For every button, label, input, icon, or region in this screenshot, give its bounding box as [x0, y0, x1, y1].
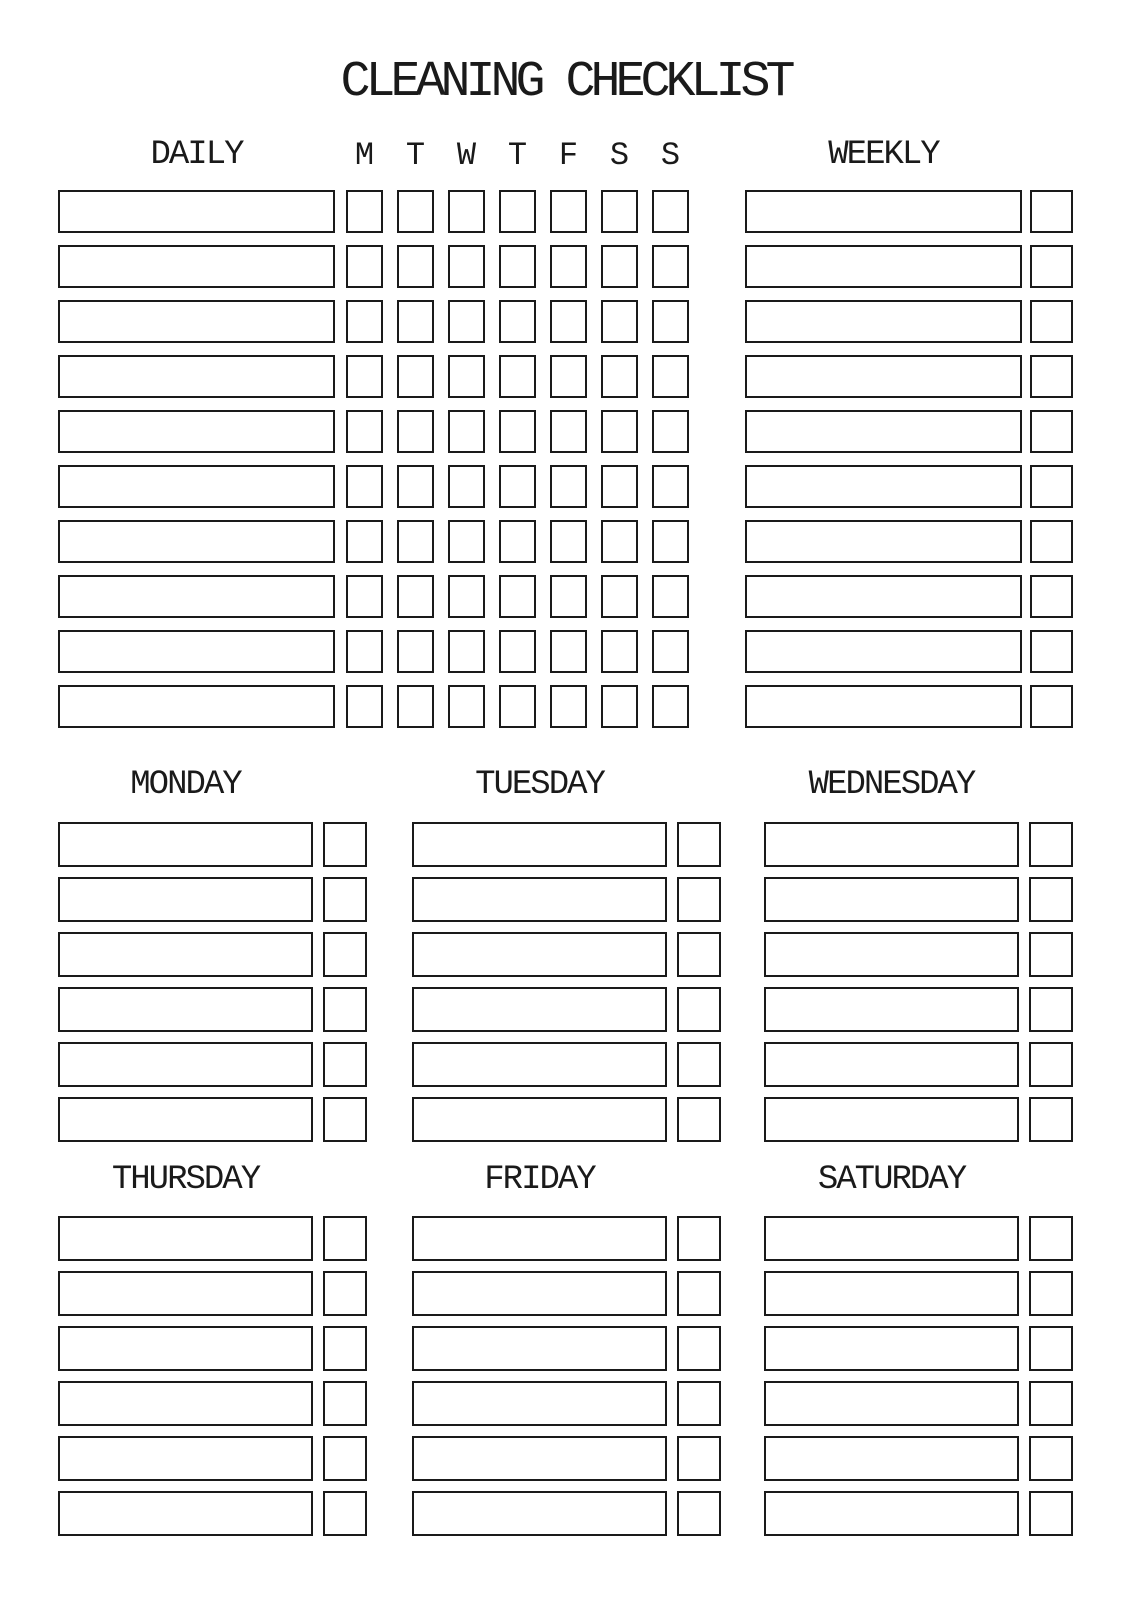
daily-checkbox-s7[interactable] [652, 245, 689, 288]
wednesday-row [764, 987, 1073, 1032]
saturday-checkbox[interactable] [1029, 1436, 1073, 1481]
thursday-checkbox[interactable] [323, 1491, 367, 1536]
weekly-row [745, 300, 1073, 343]
weekly-task-input[interactable] [745, 575, 1022, 618]
daily-checkbox-s6[interactable] [601, 355, 638, 398]
daily-task-input[interactable] [58, 355, 335, 398]
wednesday-row [764, 1042, 1073, 1087]
thursday-row [58, 1326, 367, 1371]
friday-task-input[interactable] [412, 1271, 667, 1316]
daily-checkbox-t2[interactable] [397, 190, 434, 233]
monday-checkbox[interactable] [323, 932, 367, 977]
daily-checkbox-s7[interactable] [652, 575, 689, 618]
monday-row [58, 1097, 367, 1142]
monday-row [58, 1042, 367, 1087]
daily-row [58, 245, 689, 288]
monday-task-input[interactable] [58, 932, 313, 977]
weekly-checkbox[interactable] [1030, 190, 1073, 233]
weekly-row [745, 190, 1073, 233]
day-letter-5-f: F [558, 137, 579, 174]
tuesday-task-grid [412, 822, 721, 1142]
monday-checkbox[interactable] [323, 1097, 367, 1142]
saturday-task-input[interactable] [764, 1491, 1019, 1536]
daily-row [58, 300, 689, 343]
daily-checkbox-t2[interactable] [397, 465, 434, 508]
weekly-row [745, 630, 1073, 673]
daily-checkbox-s7[interactable] [652, 630, 689, 673]
wednesday-row [764, 932, 1073, 977]
daily-checkbox-t4[interactable] [499, 465, 536, 508]
weekly-task-input[interactable] [745, 355, 1022, 398]
friday-row [412, 1381, 721, 1426]
saturday-row [764, 1436, 1073, 1481]
friday-checkbox[interactable] [677, 1271, 721, 1316]
weekly-row [745, 355, 1073, 398]
daily-checkbox-m1[interactable] [346, 190, 383, 233]
daily-checkbox-m1[interactable] [346, 520, 383, 563]
daily-checkbox-t4[interactable] [499, 300, 536, 343]
weekly-row [745, 410, 1073, 453]
weekly-checkbox[interactable] [1030, 410, 1073, 453]
saturday-checkbox[interactable] [1029, 1216, 1073, 1261]
tuesday-checkbox[interactable] [677, 877, 721, 922]
daily-checkbox-s7[interactable] [652, 300, 689, 343]
friday-checkbox[interactable] [677, 1491, 721, 1536]
saturday-task-input[interactable] [764, 1271, 1019, 1316]
daily-checkbox-f5[interactable] [550, 355, 587, 398]
day-letter-1-m: M [354, 137, 375, 174]
friday-task-input[interactable] [412, 1326, 667, 1371]
friday-checkbox[interactable] [677, 1326, 721, 1371]
wednesday-checkbox[interactable] [1029, 877, 1073, 922]
daily-checkbox-f5[interactable] [550, 685, 587, 728]
daily-checkbox-w3[interactable] [448, 300, 485, 343]
tuesday-row [412, 1042, 721, 1087]
daily-checkbox-s7[interactable] [652, 355, 689, 398]
tuesday-task-input[interactable] [412, 987, 667, 1032]
daily-checkbox-t4[interactable] [499, 190, 536, 233]
weekly-task-input[interactable] [745, 245, 1022, 288]
thursday-row [58, 1491, 367, 1536]
friday-checkbox[interactable] [677, 1436, 721, 1481]
daily-checkbox-w3[interactable] [448, 245, 485, 288]
tuesday-row [412, 987, 721, 1032]
day-letters-row [346, 137, 689, 174]
friday-row [412, 1216, 721, 1261]
tuesday-checkbox[interactable] [677, 932, 721, 977]
thursday-task-input[interactable] [58, 1326, 313, 1371]
tuesday-checkbox[interactable] [677, 1042, 721, 1087]
wednesday-row [764, 877, 1073, 922]
weekly-checkbox[interactable] [1030, 300, 1073, 343]
thursday-checkbox[interactable] [323, 1271, 367, 1316]
weekly-checkbox[interactable] [1030, 520, 1073, 563]
friday-task-input[interactable] [412, 1381, 667, 1426]
weekly-row [745, 575, 1073, 618]
saturday-task-input[interactable] [764, 1216, 1019, 1261]
daily-checkbox-f5[interactable] [550, 520, 587, 563]
daily-checkbox-s6[interactable] [601, 685, 638, 728]
monday-checkbox[interactable] [323, 1042, 367, 1087]
weekly-task-input[interactable] [745, 630, 1022, 673]
thursday-checkbox[interactable] [323, 1436, 367, 1481]
daily-checkbox-t2[interactable] [397, 300, 434, 343]
friday-checkbox[interactable] [677, 1216, 721, 1261]
weekly-task-input[interactable] [745, 685, 1022, 728]
thursday-task-grid [58, 1216, 367, 1536]
daily-task-input[interactable] [58, 685, 335, 728]
daily-checkbox-w3[interactable] [448, 685, 485, 728]
daily-checkbox-s7[interactable] [652, 685, 689, 728]
monday-row [58, 822, 367, 867]
tuesday-task-input[interactable] [412, 822, 667, 867]
daily-checkbox-m1[interactable] [346, 300, 383, 343]
daily-checkbox-w3[interactable] [448, 520, 485, 563]
saturday-checkbox[interactable] [1029, 1381, 1073, 1426]
daily-checkbox-s6[interactable] [601, 630, 638, 673]
daily-checkbox-t2[interactable] [397, 245, 434, 288]
daily-task-input[interactable] [58, 190, 335, 233]
daily-checkbox-m1[interactable] [346, 465, 383, 508]
monday-task-grid [58, 822, 367, 1142]
monday-section-label: MONDAY [130, 766, 241, 804]
wednesday-task-input[interactable] [764, 932, 1019, 977]
friday-section-label: FRIDAY [484, 1161, 595, 1199]
wednesday-task-grid [764, 822, 1073, 1142]
daily-checkbox-f5[interactable] [550, 575, 587, 618]
wednesday-checkbox[interactable] [1029, 1042, 1073, 1087]
day-letter-4-t: T [507, 137, 528, 174]
daily-checkbox-t4[interactable] [499, 245, 536, 288]
monday-task-input[interactable] [58, 822, 313, 867]
daily-checkbox-f5[interactable] [550, 630, 587, 673]
tuesday-checkbox[interactable] [677, 822, 721, 867]
daily-checkbox-s7[interactable] [652, 410, 689, 453]
daily-checkbox-s7[interactable] [652, 520, 689, 563]
daily-checkbox-s6[interactable] [601, 300, 638, 343]
wednesday-task-input[interactable] [764, 987, 1019, 1032]
daily-checkbox-s7[interactable] [652, 465, 689, 508]
weekly-task-input[interactable] [745, 465, 1022, 508]
daily-checkbox-m1[interactable] [346, 630, 383, 673]
day-letter-6-s: S [609, 137, 630, 174]
monday-row [58, 877, 367, 922]
monday-task-input[interactable] [58, 1042, 313, 1087]
tuesday-row [412, 877, 721, 922]
saturday-task-grid [764, 1216, 1073, 1536]
weekly-task-input[interactable] [745, 520, 1022, 563]
friday-task-input[interactable] [412, 1491, 667, 1536]
monday-checkbox[interactable] [323, 877, 367, 922]
daily-checkbox-t2[interactable] [397, 630, 434, 673]
thursday-row [58, 1216, 367, 1261]
daily-checkbox-m1[interactable] [346, 355, 383, 398]
wednesday-row [764, 822, 1073, 867]
monday-checkbox[interactable] [323, 987, 367, 1032]
tuesday-task-input[interactable] [412, 1042, 667, 1087]
day-letter-2-t: T [405, 137, 426, 174]
daily-row [58, 685, 689, 728]
thursday-task-input[interactable] [58, 1436, 313, 1481]
tuesday-task-input[interactable] [412, 1097, 667, 1142]
friday-task-input[interactable] [412, 1436, 667, 1481]
daily-task-input[interactable] [58, 465, 335, 508]
tuesday-checkbox[interactable] [677, 987, 721, 1032]
daily-checkbox-f5[interactable] [550, 410, 587, 453]
weekly-checkbox[interactable] [1030, 575, 1073, 618]
daily-checkbox-s6[interactable] [601, 465, 638, 508]
weekly-row [745, 520, 1073, 563]
daily-checkbox-t4[interactable] [499, 575, 536, 618]
weekly-checkbox[interactable] [1030, 685, 1073, 728]
thursday-task-input[interactable] [58, 1271, 313, 1316]
thursday-task-input[interactable] [58, 1216, 313, 1261]
weekly-section-label: WEEKLY [828, 136, 939, 174]
friday-task-grid [412, 1216, 721, 1536]
monday-task-input[interactable] [58, 1097, 313, 1142]
page-title: CLEANING CHECKLIST [340, 54, 791, 111]
tuesday-row [412, 1097, 721, 1142]
saturday-row [764, 1381, 1073, 1426]
thursday-checkbox[interactable] [323, 1326, 367, 1371]
daily-checkbox-t2[interactable] [397, 410, 434, 453]
monday-task-input[interactable] [58, 877, 313, 922]
thursday-task-input[interactable] [58, 1491, 313, 1536]
daily-checkbox-s6[interactable] [601, 520, 638, 563]
wednesday-task-input[interactable] [764, 877, 1019, 922]
thursday-task-input[interactable] [58, 1381, 313, 1426]
weekly-checkbox[interactable] [1030, 355, 1073, 398]
daily-row [58, 190, 689, 233]
saturday-row [764, 1326, 1073, 1371]
daily-checkbox-m1[interactable] [346, 410, 383, 453]
daily-checkbox-s6[interactable] [601, 575, 638, 618]
wednesday-checkbox[interactable] [1029, 987, 1073, 1032]
tuesday-checkbox[interactable] [677, 1097, 721, 1142]
saturday-task-input[interactable] [764, 1326, 1019, 1371]
daily-checkbox-t2[interactable] [397, 575, 434, 618]
weekly-task-input[interactable] [745, 300, 1022, 343]
friday-task-input[interactable] [412, 1216, 667, 1261]
wednesday-task-input[interactable] [764, 1097, 1019, 1142]
daily-checkbox-t4[interactable] [499, 685, 536, 728]
daily-task-input[interactable] [58, 630, 335, 673]
saturday-row [764, 1216, 1073, 1261]
daily-checkbox-w3[interactable] [448, 465, 485, 508]
tuesday-task-input[interactable] [412, 877, 667, 922]
saturday-task-input[interactable] [764, 1381, 1019, 1426]
tuesday-row [412, 822, 721, 867]
daily-row [58, 465, 689, 508]
daily-row [58, 520, 689, 563]
daily-checkbox-w3[interactable] [448, 575, 485, 618]
thursday-checkbox[interactable] [323, 1381, 367, 1426]
daily-section-label: DAILY [150, 136, 243, 174]
daily-row [58, 575, 689, 618]
wednesday-task-input[interactable] [764, 822, 1019, 867]
daily-checkbox-t4[interactable] [499, 520, 536, 563]
saturday-checkbox[interactable] [1029, 1491, 1073, 1536]
day-letter-3-w: W [456, 137, 477, 174]
weekly-checkbox[interactable] [1030, 630, 1073, 673]
tuesday-section-label: TUESDAY [475, 766, 604, 804]
weekly-task-grid [745, 190, 1073, 728]
daily-task-input[interactable] [58, 575, 335, 618]
weekly-task-input[interactable] [745, 190, 1022, 233]
monday-task-input[interactable] [58, 987, 313, 1032]
wednesday-checkbox[interactable] [1029, 822, 1073, 867]
daily-checkbox-t2[interactable] [397, 520, 434, 563]
monday-row [58, 932, 367, 977]
daily-checkbox-w3[interactable] [448, 355, 485, 398]
saturday-checkbox[interactable] [1029, 1271, 1073, 1316]
daily-checkbox-f5[interactable] [550, 245, 587, 288]
daily-checkbox-s6[interactable] [601, 245, 638, 288]
daily-checkbox-t2[interactable] [397, 355, 434, 398]
monday-checkbox[interactable] [323, 822, 367, 867]
friday-row [412, 1491, 721, 1536]
daily-checkbox-f5[interactable] [550, 465, 587, 508]
daily-task-input[interactable] [58, 300, 335, 343]
saturday-row [764, 1491, 1073, 1536]
daily-checkbox-m1[interactable] [346, 685, 383, 728]
daily-checkbox-t4[interactable] [499, 410, 536, 453]
daily-checkbox-w3[interactable] [448, 630, 485, 673]
daily-task-grid [58, 190, 689, 728]
daily-checkbox-m1[interactable] [346, 575, 383, 618]
thursday-row [58, 1271, 367, 1316]
wednesday-checkbox[interactable] [1029, 1097, 1073, 1142]
weekly-row [745, 685, 1073, 728]
friday-checkbox[interactable] [677, 1381, 721, 1426]
friday-row [412, 1271, 721, 1316]
monday-row [58, 987, 367, 1032]
daily-checkbox-t2[interactable] [397, 685, 434, 728]
daily-checkbox-s6[interactable] [601, 410, 638, 453]
daily-row [58, 630, 689, 673]
saturday-task-input[interactable] [764, 1436, 1019, 1481]
thursday-checkbox[interactable] [323, 1216, 367, 1261]
friday-row [412, 1326, 721, 1371]
saturday-row [764, 1271, 1073, 1316]
thursday-row [58, 1436, 367, 1481]
saturday-section-label: SATURDAY [817, 1161, 966, 1199]
weekly-task-input[interactable] [745, 410, 1022, 453]
weekly-checkbox[interactable] [1030, 245, 1073, 288]
daily-checkbox-f5[interactable] [550, 300, 587, 343]
day-letter-7-s: S [660, 137, 681, 174]
daily-checkbox-t4[interactable] [499, 355, 536, 398]
daily-task-input[interactable] [58, 410, 335, 453]
saturday-checkbox[interactable] [1029, 1326, 1073, 1371]
weekly-row [745, 245, 1073, 288]
friday-row [412, 1436, 721, 1481]
tuesday-task-input[interactable] [412, 932, 667, 977]
weekly-checkbox[interactable] [1030, 465, 1073, 508]
daily-row [58, 355, 689, 398]
wednesday-section-label: WEDNESDAY [808, 766, 975, 804]
wednesday-checkbox[interactable] [1029, 932, 1073, 977]
daily-checkbox-m1[interactable] [346, 245, 383, 288]
wednesday-row [764, 1097, 1073, 1142]
daily-checkbox-f5[interactable] [550, 190, 587, 233]
daily-checkbox-w3[interactable] [448, 190, 485, 233]
daily-row [58, 410, 689, 453]
daily-task-input[interactable] [58, 245, 335, 288]
daily-checkbox-s6[interactable] [601, 190, 638, 233]
daily-task-input[interactable] [58, 520, 335, 563]
daily-checkbox-s7[interactable] [652, 190, 689, 233]
weekly-row [745, 465, 1073, 508]
wednesday-task-input[interactable] [764, 1042, 1019, 1087]
tuesday-row [412, 932, 721, 977]
thursday-section-label: THURSDAY [111, 1161, 260, 1199]
thursday-row [58, 1381, 367, 1426]
daily-checkbox-t4[interactable] [499, 630, 536, 673]
daily-checkbox-w3[interactable] [448, 410, 485, 453]
